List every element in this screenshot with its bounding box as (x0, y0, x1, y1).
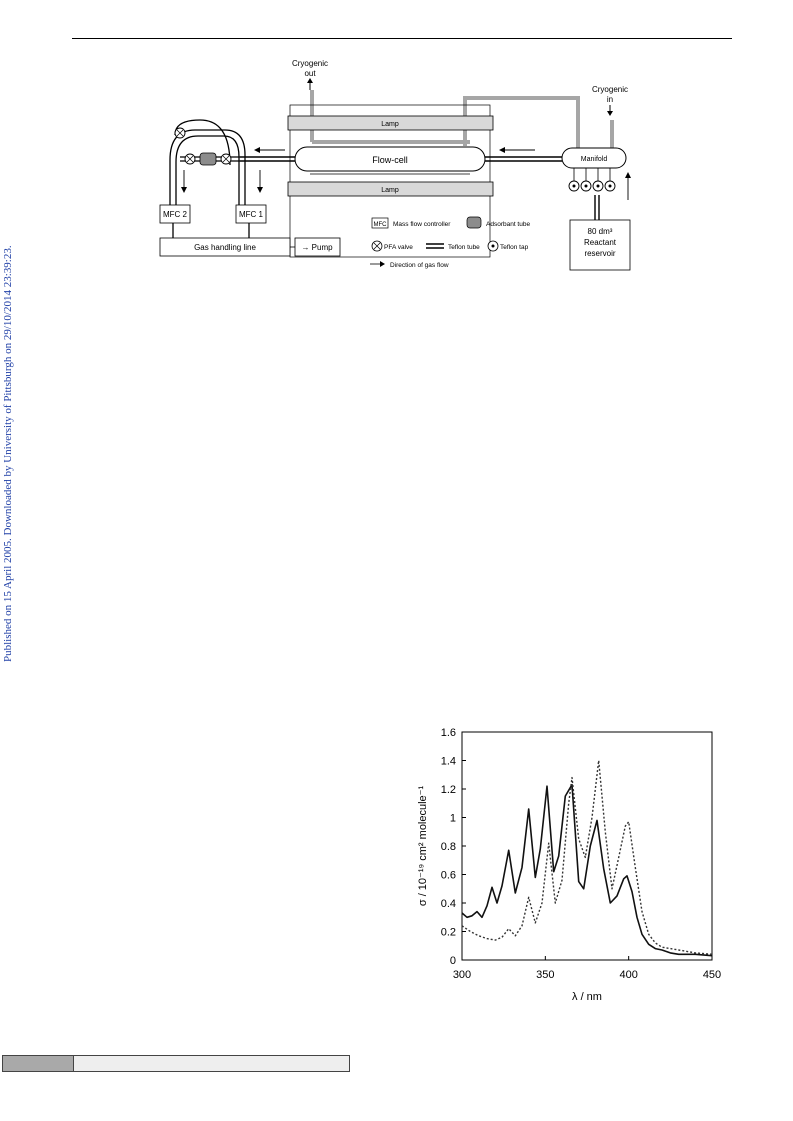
x-tick-label: 350 (536, 969, 555, 981)
header-rule (72, 38, 732, 39)
gas-handling-line-label: Gas handling line (194, 243, 256, 252)
y-tick-label: 0.8 (440, 841, 456, 853)
manifold-label: Manifold (580, 156, 608, 163)
reservoir-label-1: 80 dm³ (587, 227, 613, 236)
apparatus-schematic (140, 50, 629, 280)
mfc2-label: MFC 2 (163, 210, 187, 219)
pump-label: → Pump (301, 243, 333, 252)
legend-direction-arrowhead (380, 261, 385, 267)
legend-adsorbant-text: Adsorbant tube (486, 221, 531, 228)
lamp-bottom-label: Lamp (381, 187, 399, 194)
cryogenic-in-arrowhead (607, 111, 613, 116)
flow-cell-label: Flow-cell (372, 155, 408, 165)
y-tick-label: 0.2 (440, 926, 456, 939)
cryogenic-in-label-1: Cryogenic (591, 85, 629, 94)
y-tick-label: 0.4 (440, 898, 456, 910)
adsorbant-tube (200, 153, 216, 165)
x-tick-label: 300 (452, 969, 472, 981)
legend-adsorbant-icon (467, 217, 481, 228)
reservoir-label-3: reservoir (584, 249, 616, 258)
publication-sidebar-note: Published on 15 April 2005. Downloaded by University of Pittsburgh on 29/10/2014 23:39:23. (2, 245, 14, 662)
x-tick-label: 450 (702, 969, 722, 981)
mfc1-label: MFC 1 (239, 210, 263, 219)
cryogenic-out-label-1: Cryogenic (291, 59, 329, 68)
footer-bar-dark-segment (3, 1056, 74, 1071)
y-tick-label: 0 (449, 955, 456, 967)
y-tick-label: 1.2 (440, 784, 456, 796)
mfc-lines (173, 223, 249, 238)
absorption-spectrum-chart (400, 722, 730, 1012)
teflon-taps (569, 181, 615, 191)
legend-mfc-box-label: MFC (373, 222, 387, 228)
y-tick-label: 1.6 (440, 727, 456, 739)
legend-tap-text: Teflon tap (500, 244, 529, 251)
reservoir-label-2: Reactant (583, 238, 617, 247)
x-axis-label: λ / nm (572, 991, 602, 1003)
x-tick-label: 400 (619, 969, 638, 981)
legend-direction-text: Direction of gas flow (390, 262, 449, 269)
cryogenic-out-arrowhead (307, 78, 313, 83)
y-tick-label: 0.6 (440, 869, 456, 882)
y-tick-label: 1 (449, 812, 456, 825)
legend-teflon-text: Teflon tube (448, 244, 480, 251)
cryogenic-out-label-2: out (304, 69, 316, 78)
lamp-top-label: Lamp (381, 121, 399, 128)
legend-pfa-text: PFA valve (384, 244, 413, 251)
y-tick-label: 1.4 (440, 755, 456, 768)
legend-tap-center (492, 245, 495, 248)
legend-mfc-text: Mass flow controller (393, 221, 451, 228)
tap-stems (574, 168, 610, 181)
footer-bar (2, 1055, 350, 1072)
y-axis-label: σ / 10⁻¹⁹ cm² molecule⁻¹ (417, 785, 429, 907)
cryogenic-in-label-2: in (606, 95, 614, 104)
